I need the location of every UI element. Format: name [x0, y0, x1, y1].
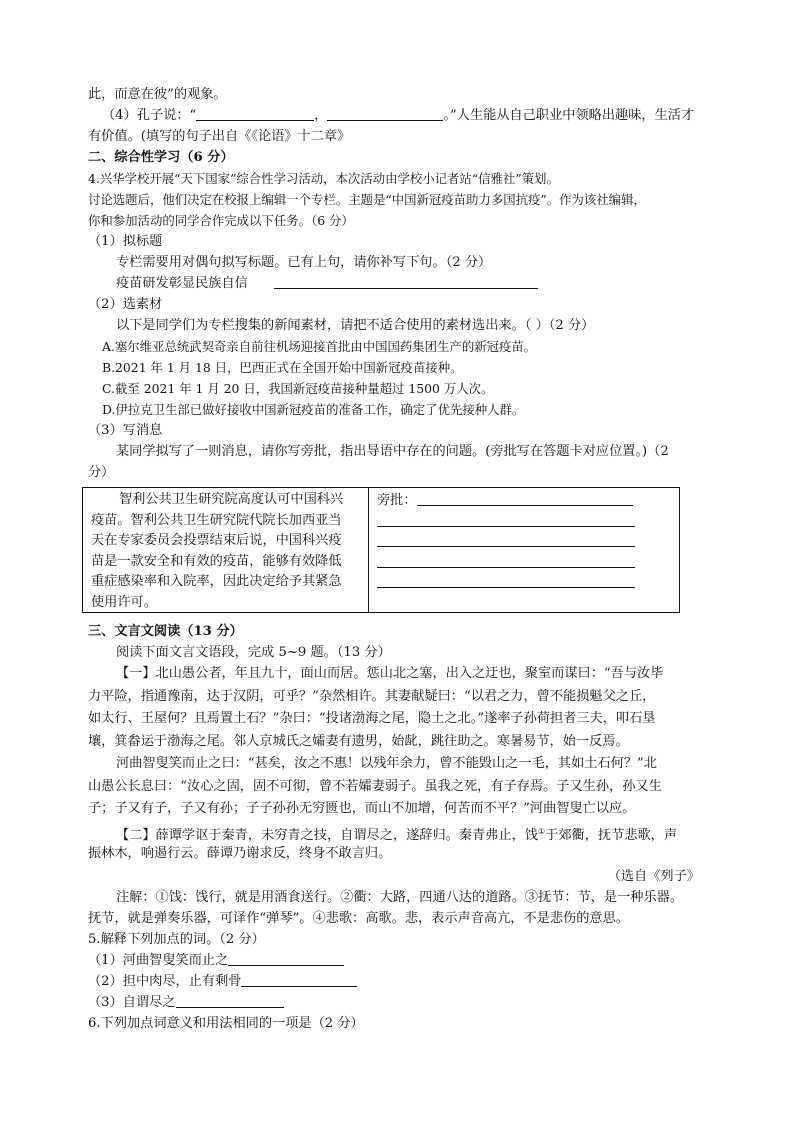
- task-text: 以下是同学们为专栏搜集的新闻素材，请把不适合使用的素材选出来。（ ）（2 分）: [116, 318, 595, 333]
- answer-blank[interactable]: [377, 573, 635, 588]
- passage-line: 壤，箕畚运于渤海之尾。邻人京城氏之孀妻有遗男，始龀，跳往助之。寒暑易节，始一反焉。: [88, 733, 629, 749]
- passage-line: 河曲智叟笑而止之曰：“甚矣，汝之不惠！以残年余力，曾不能毁山之一毛，其如土石何？”北: [116, 756, 657, 771]
- section-heading: 二、综合性学习（6 分）: [88, 150, 234, 165]
- answer-blank[interactable]: [327, 106, 443, 121]
- passage-line: 子；子又有子，子又有孙；子子孙孙无穷匮也，而山不加增，何苦而不平？”河曲智叟亡以应。: [88, 801, 636, 816]
- passage-line: 振林木，响遏行云。薛谭乃谢求反，终身不敢言归。: [88, 846, 392, 861]
- passage-line: 【一】北山愚公者，年且九十，面山而居。惩山北之塞，出入之迂也，聚室而谋曰：“吾与汝毕: [116, 666, 664, 681]
- question-5-item: （1）河曲智叟笑而止之: [88, 950, 708, 971]
- task-text: 分）: [88, 465, 115, 480]
- exam-page: [88, 84, 708, 1034]
- option-a: A.塞尔维亚总统武契奇亲自前往机场迎接首批由中国国药集团生产的新冠疫苗。: [102, 339, 537, 354]
- answer-blank[interactable]: [274, 274, 538, 289]
- answer-blank[interactable]: [241, 972, 357, 987]
- question-5-item: （3）自谓尽之: [88, 992, 708, 1013]
- task-text: 某同学拟写了一则消息，请你写旁批，指出导语中存在的问题。(旁批写在答题卡对应位置。)（2: [116, 444, 669, 459]
- passage-line: 【二】薛谭学讴于秦青，未穷青之技，自谓尽之，遂辞归。秦青弗止，饯①于郊衢，抚节悲歌，声: [116, 826, 678, 843]
- footnote-marker: ①: [538, 826, 546, 836]
- question-4-4: （4）孔子说：“ ， 。”人生能从自己职业中领略出趣味，生活才: [102, 108, 695, 123]
- task-label: （3）写消息: [88, 423, 163, 438]
- option-d: D.伊拉克卫生部已做好接收中国新冠疫苗的准备工作，确定了优先接种人群。: [102, 402, 525, 417]
- option-c: C.截至 2021 年 1 月 20 日，我国新冠疫苗接种量超过 1500 万人次。: [102, 381, 494, 396]
- question-5: 5.解释下列加点的词。（2 分）: [88, 931, 265, 947]
- question-5-item: （2）担中肉尽，止有剩骨: [88, 971, 708, 992]
- passage-source: （选自《列子》: [607, 868, 700, 884]
- answer-blank[interactable]: [377, 512, 635, 527]
- section-heading: 三、文言文阅读（13 分）: [88, 624, 243, 639]
- answer-blank[interactable]: [377, 532, 635, 547]
- annotation-label: 旁批：: [377, 493, 417, 508]
- question-text: 讨论选题后，他们决定在校报上编辑一个专栏。主题是“中国新冠疫苗助力多国抗疫”。作为该社编辑，: [88, 192, 646, 207]
- answer-blank[interactable]: [417, 491, 633, 506]
- news-text: 智利公共卫生研究院高度认可中国科兴 疫苗。智利公共卫生研究院代院长加西亚当 天在专家委员会投票结束后说，中国科兴疫 苗是一款安全和有效的疫苗，能够有效降低 重症感染率和入院率，因此决定给予其紧急 使用许可。: [83, 488, 369, 613]
- news-table: [82, 487, 680, 613]
- annotation-area: [369, 488, 679, 613]
- task-label: （1）拟标题: [88, 234, 163, 249]
- answer-blank[interactable]: [228, 951, 344, 966]
- answer-blank[interactable]: [377, 553, 635, 568]
- option-b: B.2021 年 1 月 18 日，巴西正式在全国开始中国新冠疫苗接种。: [102, 360, 463, 375]
- classical-passage: [88, 663, 708, 866]
- answer-blank[interactable]: [196, 106, 314, 121]
- title-upper-line: 疫苗研发彰显民族自信: [88, 273, 708, 294]
- task-label: （2）选素材: [88, 297, 163, 312]
- annotation-note: 注解：①饯：饯行，就是用酒食送行。②衢：大路，四通八达的道路。③抚节：节，是一种乐器。: [116, 889, 684, 905]
- question-text: 你和参加活动的同学合作完成以下任务。（6 分）: [88, 213, 354, 228]
- question-text: 4.兴华学校开展“天下国家”综合性学习活动，本次活动由学校小记者站“信雅社”策划。: [88, 171, 559, 186]
- passage-line: 如太行、王屋何？且焉置土石？”杂曰：“投诸渤海之尾，隐土之北。”遂率子孙荷担者三夫，叩石垦: [88, 711, 656, 726]
- text-line: 此，而意在彼”的观象。: [88, 87, 227, 102]
- text-line: 有价值。(填写的句子出自《《论语》十二章》: [88, 129, 351, 144]
- annotation-note: 抚节，就是弹奏乐器，可译作“弹琴”。④悲歌：高歌。悲，表示声音高亢，不是悲伤的意思。: [88, 910, 629, 926]
- task-text: 专栏需要用对偶句拟写标题。已有上句，请你补写下句。（2 分）: [116, 255, 492, 270]
- passage-line: 力平险，指通豫南，达于汉阴，可乎？”杂然相许。其妻献疑曰：“以君之力，曾不能损魁父之丘，: [88, 688, 656, 704]
- answer-blank[interactable]: [176, 993, 284, 1008]
- passage-line: 山愚公长息曰：“汝心之固，固不可彻，曾不若孀妻弱子。虽我之死，有子存焉。子又生孙，孙又生: [88, 778, 662, 794]
- reading-intro: 阅读下面文言文语段，完成 5~9 题。（13 分）: [116, 645, 391, 660]
- question-6: 6.下列加点词意义和用法相同的一项是（2 分）: [88, 1015, 364, 1031]
